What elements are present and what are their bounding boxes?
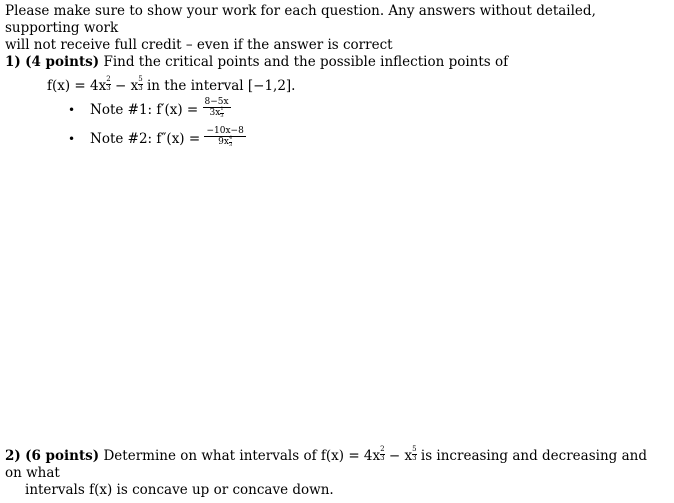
exponent-two-thirds: 2 3	[106, 75, 111, 92]
note-1-lhs: f′(x) =	[156, 102, 199, 118]
q2-exponent-two-thirds: 2 3	[380, 445, 385, 462]
question-2-text-2: is increasing and decreasing and on what	[5, 448, 647, 481]
note-1-denominator: 3x $^{\frac{1}{3}}$	[209, 106, 224, 119]
exponent-five-thirds: 5 3	[138, 75, 143, 92]
note-2-denominator-exponent: 4 3	[228, 135, 233, 148]
q2-exponent-five-thirds: 5 3	[412, 445, 417, 462]
function-minus-term: − x	[110, 78, 139, 94]
note-1-label: Note #1:	[90, 102, 157, 118]
note-2	[68, 128, 246, 151]
note-1	[68, 99, 231, 122]
question-1-points: (4 points)	[25, 54, 100, 70]
question-2-points: (6 points)	[25, 448, 100, 464]
question-2-text-1: Determine on what intervals of	[103, 448, 321, 464]
instructions-line-2: will not receive full credit – even if the answer is correct	[5, 37, 393, 53]
question-1-function	[47, 75, 296, 95]
instructions-line-1: Please make sure to show your work for each question. Any answers without detailed, supporting work	[5, 3, 596, 36]
interval-text: in the interval [−1,2].	[142, 78, 296, 94]
function-prefix: f(x) = 4x	[47, 78, 107, 94]
bullet-icon: •	[68, 132, 76, 146]
note-2-fraction	[204, 126, 245, 149]
note-1-fraction	[203, 97, 231, 120]
note-2-lhs: f″(x) =	[156, 131, 201, 147]
note-1-numerator: 8−5x	[204, 97, 229, 107]
instructions	[5, 3, 665, 54]
note-1-denominator-exponent: 1 3	[220, 106, 224, 119]
q2-fx: f(x)	[89, 482, 113, 498]
bullet-icon: •	[68, 103, 76, 117]
note-2-numerator: −10x−8	[206, 126, 244, 136]
note-2-denominator: 9x $^{\frac{4}{3}}$	[218, 135, 233, 148]
question-2-heading	[5, 445, 665, 499]
question-1-text: Find the critical points and the possible inflection points of	[103, 54, 509, 70]
question-2-line-2: intervals f(x) is concave up or concave down.	[25, 482, 334, 498]
question-2-number: 2)	[5, 448, 21, 464]
note-2-label: Note #2:	[90, 131, 157, 147]
q2-function-minus-term: − x	[384, 448, 413, 464]
question-1-heading	[5, 54, 508, 71]
question-1-number: 1)	[5, 54, 21, 70]
q2-function-prefix: f(x) = 4x	[320, 448, 381, 464]
